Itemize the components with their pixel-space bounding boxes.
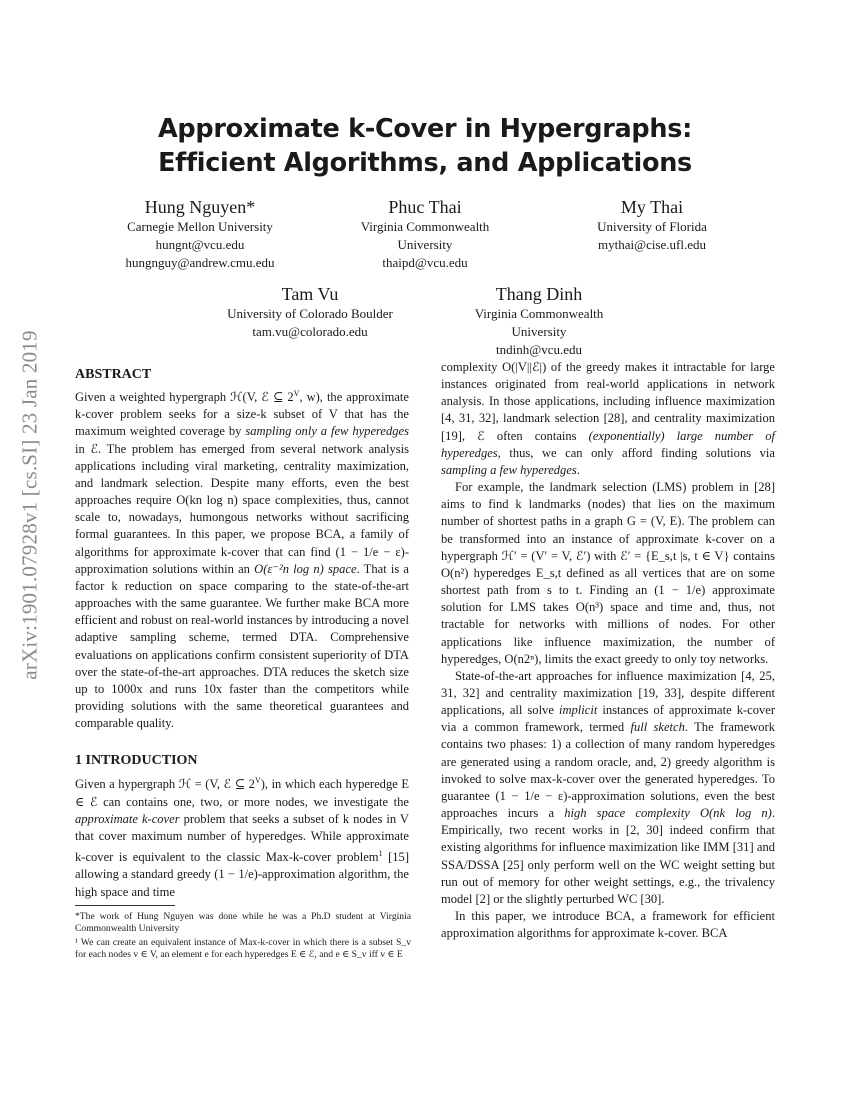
right-column [441,359,775,942]
author-name: Thang Dinh [495,284,583,304]
author-email: tam.vu@colorado.edu [252,324,368,339]
author-email: tndinh@vcu.edu [496,342,582,357]
author-block [547,196,757,254]
author-name: Tam Vu [281,284,339,304]
author-name: Hung Nguyen* [144,197,256,217]
author-affiliation: University of Florida [597,219,707,234]
author-block [320,196,530,272]
footnote: *The work of Hung Nguyen was done while he was a Ph.D student at Virginia Commonwealth University [75,911,411,934]
author-block [95,196,305,272]
footnote-rule [75,905,175,906]
footnote: ¹ We can create an equivalent instance of Max-k-cover in which there is a subset S_v for each nodes v ∈ V, an element e for each hyperedges E ∈ ℰ, and e ∈ S_v iff v ∈ E [75,937,411,960]
section-heading: 1 INTRODUCTION [75,753,198,769]
body-paragraph: For example, the landmark selection (LMS) problem in [28] aims to find k landmarks (nodes) that lies on the maximum number of shortest paths in a graph G = (V, E). The problem can be transformed into an instance of approximate k-cover on a hypergraph ℋ′ = (V′ = V, ℰ′) with ℰ′ = {E_s,t |s, t ∈ V} contains O(n²) hyperedges E_s,t defined as all vertices that are on some shortest path from s to t. Finding an (1 − 1/e) approximate solution for LMS takes O(n³) space and time and, thus, not tractable for networks with millions of nodes. For other applications like influence maximization, the number of hyperedges, O(n2ⁿ), limits the exact greedy to only toy networks. [441,480,775,666]
author-block [434,283,644,359]
abstract-heading: ABSTRACT [75,367,152,382]
author-affiliation: Carnegie Mellon University [127,219,273,234]
body-paragraph: In this paper, we introduce BCA, a framework for efficient approximation algorithms for approximate k-cover. BCA [441,909,775,941]
body-paragraph: State-of-the-art approaches for influence maximization [4, 25, 31, 32] and centrality maximization [19, 33], despite different applications, all solve implicit instances of approximate k-cover via a common framework, termed full sketch. The framework contains two phases: 1) a collection of many random hyperedges are generated using a random oracle, and, 2) greedy algorithm is invoked to solve max-k-cover over the generated hyperedges. To guarantee (1 − 1/e − ε)-approximation solutions, even the best approaches incurs a high space complexity O(nk log n). Empirically, two recent works in [2, 30] indeed confirm that existing algorithms for influence maximization like IMM [31] and SSA/DSSA [25] only perform well on the WC weight setting but run out of memory for other weight settings, e.g., the trivalency model [2] or the slightly perturbed WC [30]. [441,668,776,906]
intro-paragraph: Given a hypergraph ℋ = (V, ℰ ⊆ $2^V$), in which each hyperedge E ∈ ℰ can contains one, two, or more nodes, we investigate the approximate k-cover problem that seeks a subset of k nodes in V that cover maximum number of hyperedges. While approximate k-cover is equivalent to the classic Max-k-cover problem$^1$ [15] allowing a standard greedy (1 − 1/e)-approximation algorithm, the high space and time [75,776,410,899]
author-affiliation: University of Colorado Boulder [227,306,393,321]
title-line-2: Efficient Algorithms, and Applications [158,148,692,178]
author-name: Phuc Thai [388,197,462,217]
title-line-1: Approximate k-Cover in Hypergraphs: [158,114,692,144]
author-affiliation: University [397,237,453,252]
author-affiliation: Virginia Commonwealth [360,219,490,234]
abstract-text: Given a weighted hypergraph ℋ(V, ℰ ⊆ $2^V$, w), the approximate k-cover problem seeks for a size-k subset of V that has the maximum weighted coverage by sampling only a few hyperedges in ℰ. The problem has emerged from several network analysis applications including viral marketing, centrality maximization, and landmark selection. Despite many efforts, even the best approaches require O(kn log n) space complexities, thus, cannot scale to, nowadays, humongous networks without sacrificing formal guarantees. In this paper, we propose BCA, a family of algorithms for approximate k-cover that can find (1 − 1/e − ε)-approximation solutions within an O(ε⁻²n log n) space. That is a factor k reduction on space comparing to the state-of-the-art approaches with the same guarantee. We further make BCA more efficient and robust on real-world instances by introducing a novel adaptive sampling scheme, termed DTA. Comprehensive evaluations on applications confirm consistent superiority of DTA over the state-of-the-art approaches. DTA reduces the sketch size up to 1000x and runs 10x faster than the competitors while providing solutions with the same theoretical guarantees and comparable quality. [75,389,409,731]
arxiv-identifier: arXiv:1901.07928v1 [cs.SI] 23 Jan 2019 [17,330,42,680]
author-affiliation: Virginia Commonwealth [474,306,604,321]
paper-title [0,112,850,180]
author-email: hungnguy@andrew.cmu.edu [125,255,275,270]
author-email: hungnt@vcu.edu [155,237,245,252]
body-paragraph: complexity O(|V||ℰ|) of the greedy makes it intractable for large instances originated from real-world applications in network analysis. In those applications, including influence maximization [4, 31, 32], landmark selection [28], and centrality maximization [19], ℰ often contains (exponentially) large number of hyperedges, thus, we can only afford finding solutions via sampling a few hyperedges. [441,360,775,477]
arxiv-sidebar [10,225,50,785]
author-block [205,283,415,341]
author-name: My Thai [620,197,684,217]
author-email: thaipd@vcu.edu [382,255,468,270]
author-email: mythai@cise.ufl.edu [598,237,706,252]
left-column [75,366,409,901]
author-affiliation: University [511,324,567,339]
